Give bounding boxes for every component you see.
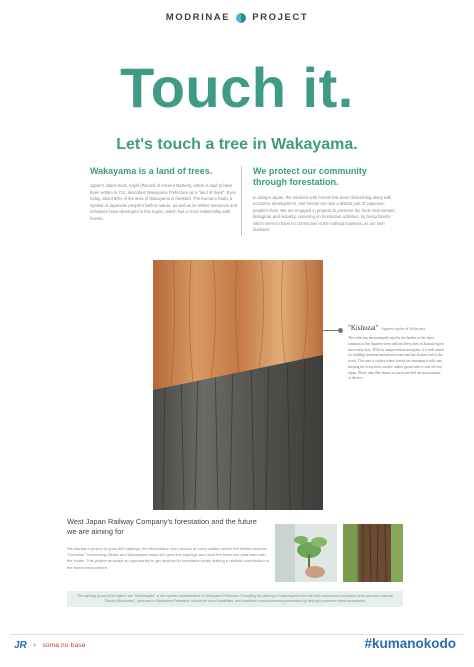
footer-divider [10, 634, 464, 635]
hashtag: #kumanokodo [364, 636, 456, 651]
jr-logo: JR [14, 640, 27, 651]
kishuzai-callout [348, 324, 444, 382]
footer-logos [14, 640, 86, 651]
brand-left: MODRINAE [165, 12, 231, 23]
collab-separator: × [32, 642, 37, 649]
railway-section-title: West Japan Railway Company's forestation and the future we are aiming for [67, 517, 257, 536]
subhead: Let's touch a tree in Wakayama. [116, 136, 358, 153]
column-body: In today's Japan, the relations with forests has been diminishing along with economic development, and forests are now a distant part of Japanese people's lives. We are engaged in projects to preserve the local environment, biological, and industry, centering on forestation activities, by being forests which seem to have no connection to the railroad business, as our own business. [253, 194, 396, 232]
callout-dot [338, 328, 343, 333]
callout-title [348, 324, 444, 332]
column-title: We protect our community through forestation. [253, 166, 367, 188]
column-land-of-trees [90, 166, 238, 222]
column-body: Japan's oldest book, Kojiki (Record of Ancient Matters), which is said to have been written in 712, describes Wakayama Prefecture as a "land of trees". Even today, about 80% of the area of Wakayama is forested. The Kumano Kodo, a symbol of Japanese people's faith in nature, as well as its timber resources and industries have developed in this region, which has a close relationship with forests. [90, 183, 237, 221]
modrinae-logo-icon [236, 13, 246, 23]
soma-no-base-logo: soma no base [42, 642, 86, 649]
sapling-caption-box [67, 591, 403, 607]
railway-section-body: We started a project to grow 400 saplings for reforestation from acorns at every station where the limited express "Kuroshio" connecting Osaka and Wakayama stops.We grew the saplings and plant the trees one year later with the locals. This project provided an opportunity to get involved in forestation while making a realistic contribution to the forest environment. [67, 546, 270, 570]
brand-header [0, 12, 474, 23]
tree-trunk-photo [343, 524, 403, 582]
column-divider [241, 166, 242, 236]
callout-body: The cedar has been uniquely used in the lumber as the most common of the Japanese trees and has been often in Kansai region since early days. With its unique texture and grain, it is well suited for building furniture and interior ware and has distinct feel to the touch. This area is a place where forests are maintained with care, keeping the ecosystem, and the timber grown here is sent all over Japan. Please take this chance to touch and feel the preciousness of the tree. [348, 336, 444, 381]
column-title: Wakayama is a land of trees. [90, 166, 213, 176]
callout-title-text: "Kishuzai" [348, 324, 379, 332]
column-forestation [253, 166, 401, 234]
headline: Touch it. [120, 56, 354, 119]
callout-subtitle: Japanese timber in Wakayama [381, 327, 426, 331]
sapling-photo [275, 524, 337, 582]
wood-sample-image [153, 260, 323, 510]
brand-right: PROJECT [252, 12, 309, 23]
sapling-caption: The saplings grown at the station are "Ubamegashi", a tree species representative of Wakayama Prefecture. Promoting the planting of Ubamegashi trees will help continue the production of the precious charcoal "Bincho (Binchotan)", produced in Wakayama Prefecture, reduce the risk of landslides, and contribute to environmental preservation by helping to preserve forest ecosystems. [77, 594, 393, 604]
